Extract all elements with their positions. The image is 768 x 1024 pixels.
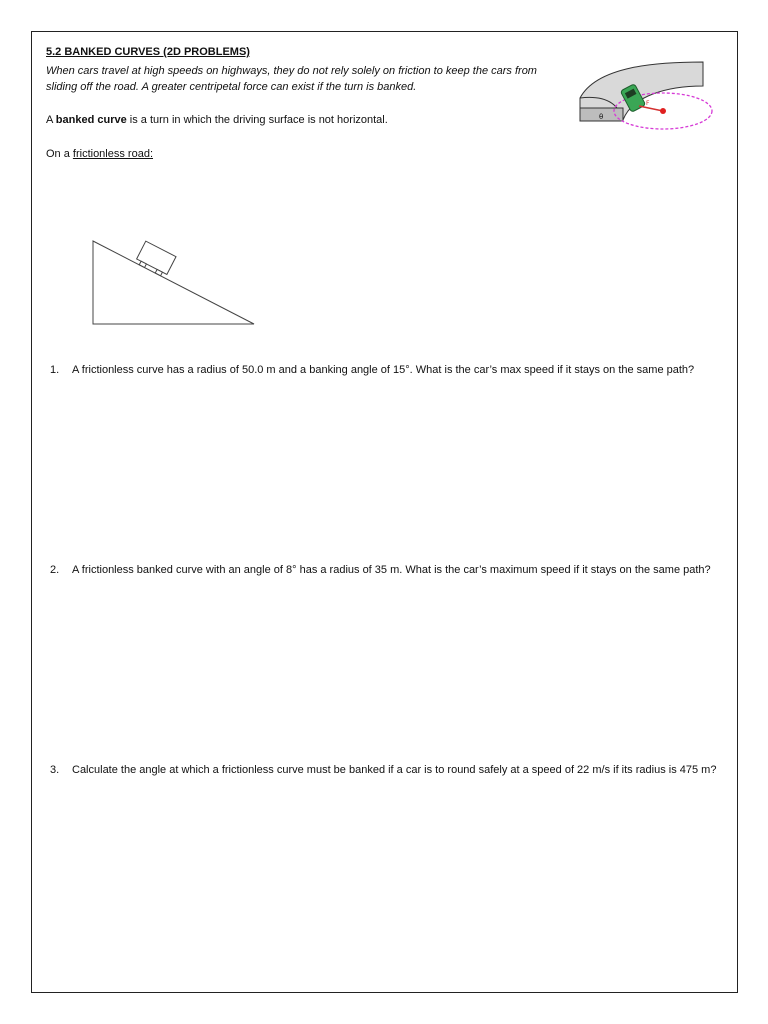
question-3-text: Calculate the angle at which a frictionless curve must be banked if a car is to round safely at a speed of 22 m/s if its radius is 475 m?: [72, 764, 717, 776]
question-3-number: 3.: [50, 764, 60, 776]
definition-term: banked curve: [55, 114, 127, 126]
page-border: [31, 31, 738, 993]
banked-curve-illustration: [577, 58, 715, 136]
definition-prefix: A: [46, 114, 56, 126]
car-block: [135, 241, 176, 278]
center-point: [660, 108, 666, 114]
incline-triangle: [93, 241, 254, 324]
incline-diagram: [90, 232, 260, 328]
question-1-text: A frictionless curve has a radius of 50.0 m and a banking angle of 15°. What is the car’s max speed if it stays on the same path?: [72, 364, 695, 376]
theta-label: θ: [599, 113, 604, 121]
force-label: F: [646, 100, 650, 107]
question-2-text: A frictionless banked curve with an angle of 8° has a radius of 35 m. What is the car’s maximum speed if it stays on the same path?: [72, 564, 711, 576]
road-label: frictionless road:: [72, 148, 153, 160]
question-2-number: 2.: [50, 564, 60, 576]
question-1-number: 1.: [50, 364, 60, 376]
net-force-arrow: [639, 106, 663, 111]
definition-rest: is a turn in which the driving surface is not horizontal.: [126, 114, 388, 126]
frictionless-road-heading: [46, 148, 153, 160]
worksheet-title: 5.2 BANKED CURVES (2D PROBLEMS): [46, 46, 250, 58]
banked-curve-definition: [46, 114, 388, 126]
intro-text: When cars travel at high speeds on highways, they do not rely solely on friction to keep the cars from sliding off the road. A greater centripetal force can exist if the turn is banked.: [46, 65, 537, 93]
road-prefix: On a: [46, 148, 73, 160]
